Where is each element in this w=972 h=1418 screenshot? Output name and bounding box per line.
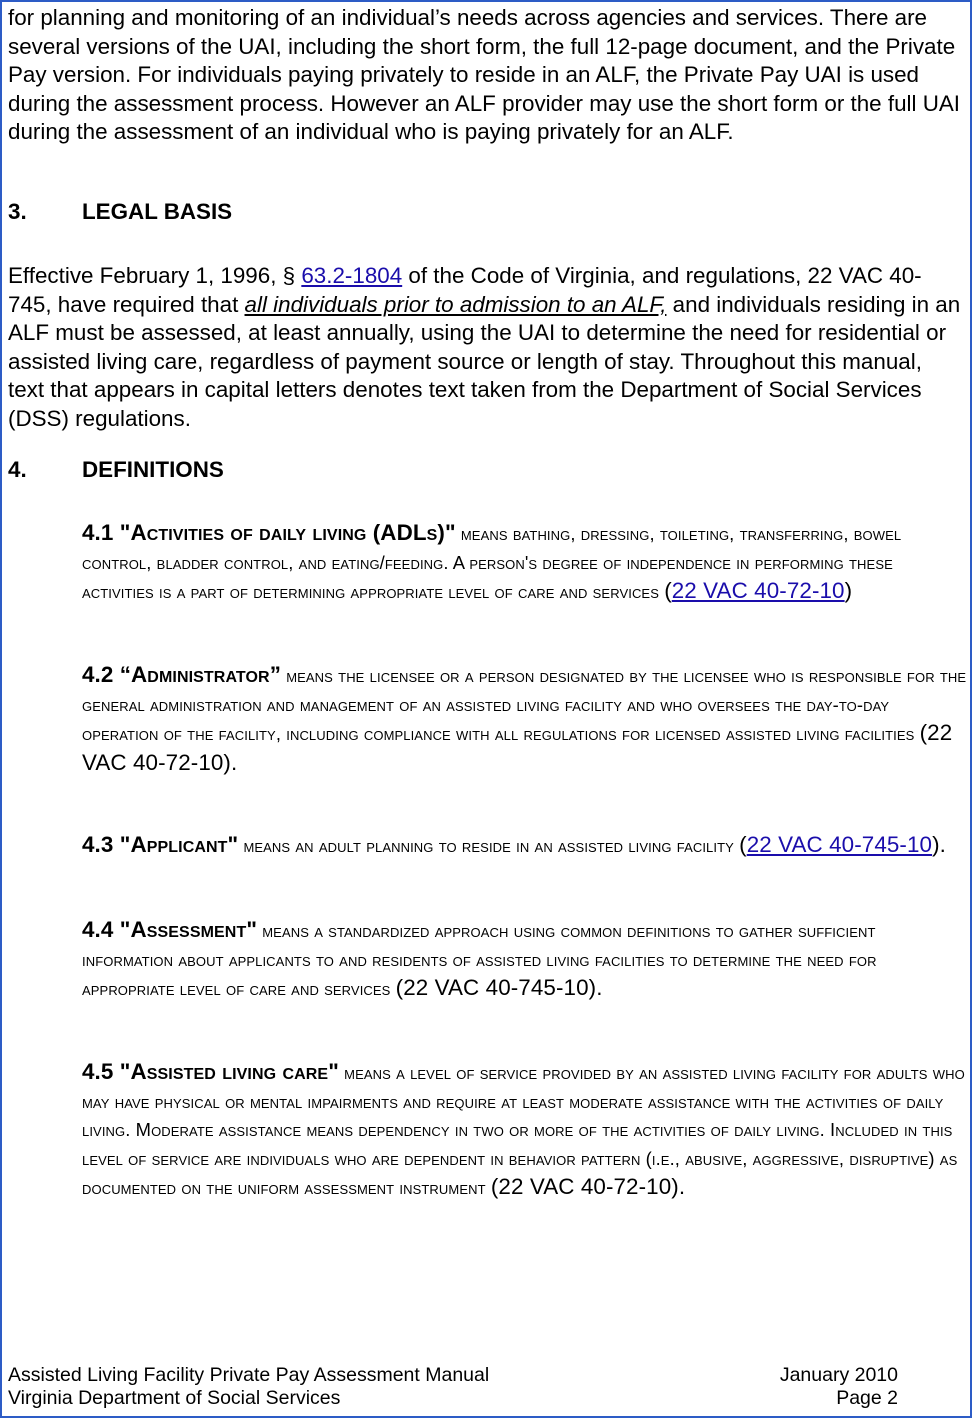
footer-page-number: Page 2 (836, 1387, 898, 1409)
definition-term: 4.2 “Administrator” (82, 662, 281, 687)
definition-4-4 (82, 916, 967, 1004)
definition-citation: (22 VAC 40-745-10). (395, 975, 603, 1000)
citation-close: ). (932, 832, 946, 857)
footer-row-1 (8, 1364, 898, 1387)
citation-link[interactable]: 22 VAC 40-745-10 (746, 832, 933, 857)
footer-manual-title: Assisted Living Facility Private Pay Assessment Manual (8, 1364, 490, 1386)
definition-body: means an adult planning to reside in an assisted living facility (238, 835, 740, 856)
definition-term: 4.1 "Activities of daily living (ADLs)" (82, 520, 456, 545)
definition-citation (664, 578, 852, 603)
intro-paragraph: for planning and monitoring of an individual’s needs across agencies and services. There are several versions of the UAI, including the short form, the full 12-page document, and the Private Pay version. For individuals paying privately to reside in an ALF, the Private Pay UAI is used during the assessment process. However an ALF provider may use the short form or the full UAI during the assessment of an individual who is paying privately for an ALF. (8, 5, 961, 144)
code-section-link[interactable]: 63.2-1804 (301, 263, 403, 288)
legal-basis-paragraph (8, 262, 963, 433)
section-4-heading (8, 457, 224, 483)
definition-body: means a standardized approach using common definitions to gather sufficient information about applicants to and residents of assisted living facilities to determine the need for appropriate level of care and services (82, 920, 877, 999)
definition-term: 4.5 "Assisted living care" (82, 1059, 339, 1084)
section-3-number: 3. (8, 199, 27, 224)
legal-basis-text-b: of the Code of Virginia, and regulations, 22 VAC 40-745, have required that (8, 263, 922, 317)
definition-body: means bathing, dressing, toileting, transferring, bowel control, bladder control, and eating/feeding. A person's degree of independence in performing these activities is a part of determining appropriate level of care and services (82, 523, 902, 602)
citation-link[interactable]: 22 VAC 40-72-10 (671, 578, 845, 603)
citation-open: ( (664, 578, 672, 603)
definition-body: means a level of service provided by an assisted living facility for adults who may have physical or mental impairments and require at least moderate assistance with the activities of daily living. Moderate assistance means dependency in two or more of the activities of daily living. Included in this level of service are individuals who are dependent in behavior pattern (i.e., abusive, aggressive, disruptive) as documented on the uniform assessment instrument (82, 1062, 965, 1198)
definition-term: 4.4 "Assessment" (82, 917, 258, 942)
definition-4-2 (82, 661, 967, 778)
footer-row-2 (8, 1387, 898, 1410)
legal-basis-emphasis: all individuals prior to admission to an ALF, (244, 291, 667, 317)
legal-basis-text-c: and individuals residing in an ALF must be assessed, at least annually, using the UAI to determine the need for residential or assisted living care, regardless of payment source or length of stay. Throughout this manual, text that appears in capital letters denotes text taken from the Department of Social Services (DSS) regulations. (8, 291, 961, 431)
definition-4-1 (82, 519, 967, 607)
section-3-heading (8, 199, 232, 225)
definition-citation (739, 832, 946, 857)
legal-basis-text-a: Effective February 1, 1996, § (8, 263, 302, 288)
definition-citation: (22 VAC 40-72-10). (82, 720, 953, 775)
footer-department: Virginia Department of Social Services (8, 1387, 341, 1409)
section-4-number: 4. (8, 457, 27, 482)
definition-4-5 (82, 1058, 967, 1203)
definition-term: 4.3 "Applicant" (82, 832, 239, 857)
definition-body: means the licensee or a person designated by the licensee who is responsible for the general administration and management of an assisted living facility and who oversees the day-to-day operation of the facility, including compliance with all regulations for licensed assisted living facilities (82, 665, 967, 744)
definition-4-3 (82, 831, 967, 861)
citation-open: ( (739, 832, 747, 857)
section-3-title: LEGAL BASIS (82, 199, 233, 224)
section-4-title: DEFINITIONS (82, 457, 224, 482)
footer-date: January 2010 (779, 1364, 898, 1386)
page-footer (8, 1364, 898, 1410)
definition-citation: (22 VAC 40-72-10). (490, 1174, 686, 1199)
citation-close: ) (844, 578, 853, 603)
